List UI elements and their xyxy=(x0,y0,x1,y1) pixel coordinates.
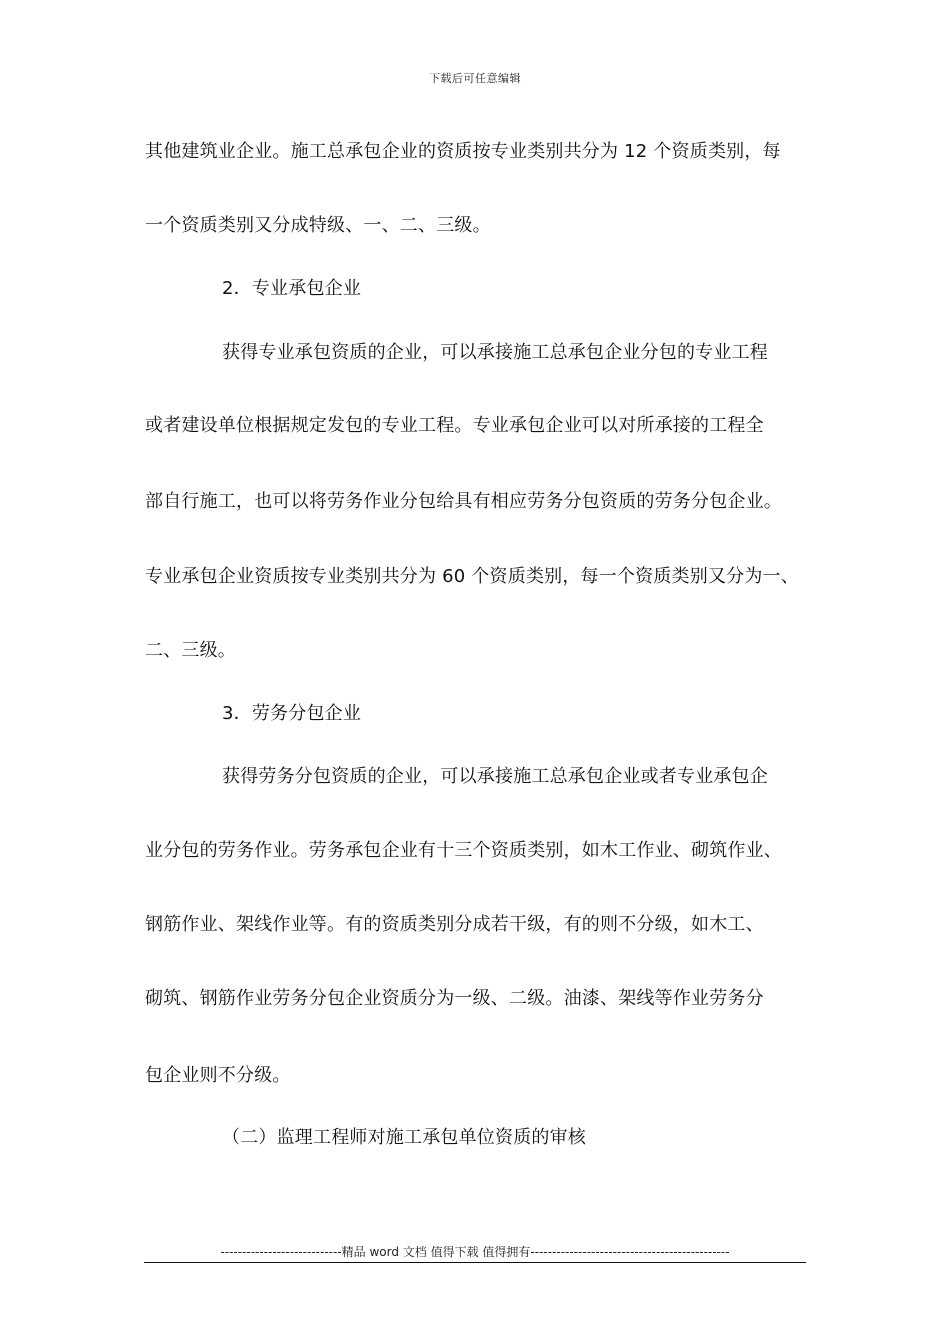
body-line-2: 一个资质类别又分成特级、一、二、三级。 xyxy=(145,215,491,236)
body-line-11: 业分包的劳务作业。劳务承包企业有十三个资质类别，如木工作业、砌筑作业、 xyxy=(145,840,782,861)
page-footer: ----------------------------精品 word 文档 值得下载 值得拥有---------------------------------------------- xyxy=(220,1245,730,1259)
body-line-1: 其他建筑业企业。施工总承包企业的资质按专业类别共分为 12 个资质类别，每 xyxy=(145,141,781,162)
body-line-14: 包企业则不分级。 xyxy=(145,1065,291,1086)
section-heading-two: （二）监理工程师对施工承包单位资质的审核 xyxy=(222,1127,586,1148)
body-line-7: 专业承包企业资质按专业类别共分为 60 个资质类别，每一个资质类别又分为一、 xyxy=(145,566,799,587)
page-header: 下载后可任意编辑 xyxy=(429,72,521,85)
body-line-13: 砌筑、钢筋作业劳务分包企业资质分为一级、二级。油漆、架线等作业劳务分 xyxy=(145,988,764,1009)
body-line-5: 或者建设单位根据规定发包的专业工程。专业承包企业可以对所承接的工程全 xyxy=(145,415,764,436)
body-line-10: 获得劳务分包资质的企业，可以承接施工总承包企业或者专业承包企 xyxy=(222,766,768,787)
body-line-6: 部自行施工，也可以将劳务作业分包给具有相应劳务分包资质的劳务分包企业。 xyxy=(145,491,782,512)
body-line-8: 二、三级。 xyxy=(145,640,236,661)
section-heading-2: 2．专业承包企业 xyxy=(222,278,362,299)
section-heading-3: 3．劳务分包企业 xyxy=(222,703,362,724)
body-line-12: 钢筋作业、架线作业等。有的资质类别分成若干级，有的则不分级，如木工、 xyxy=(145,914,764,935)
body-line-4: 获得专业承包资质的企业，可以承接施工总承包企业分包的专业工程 xyxy=(222,342,768,363)
footer-rule xyxy=(144,1262,806,1263)
